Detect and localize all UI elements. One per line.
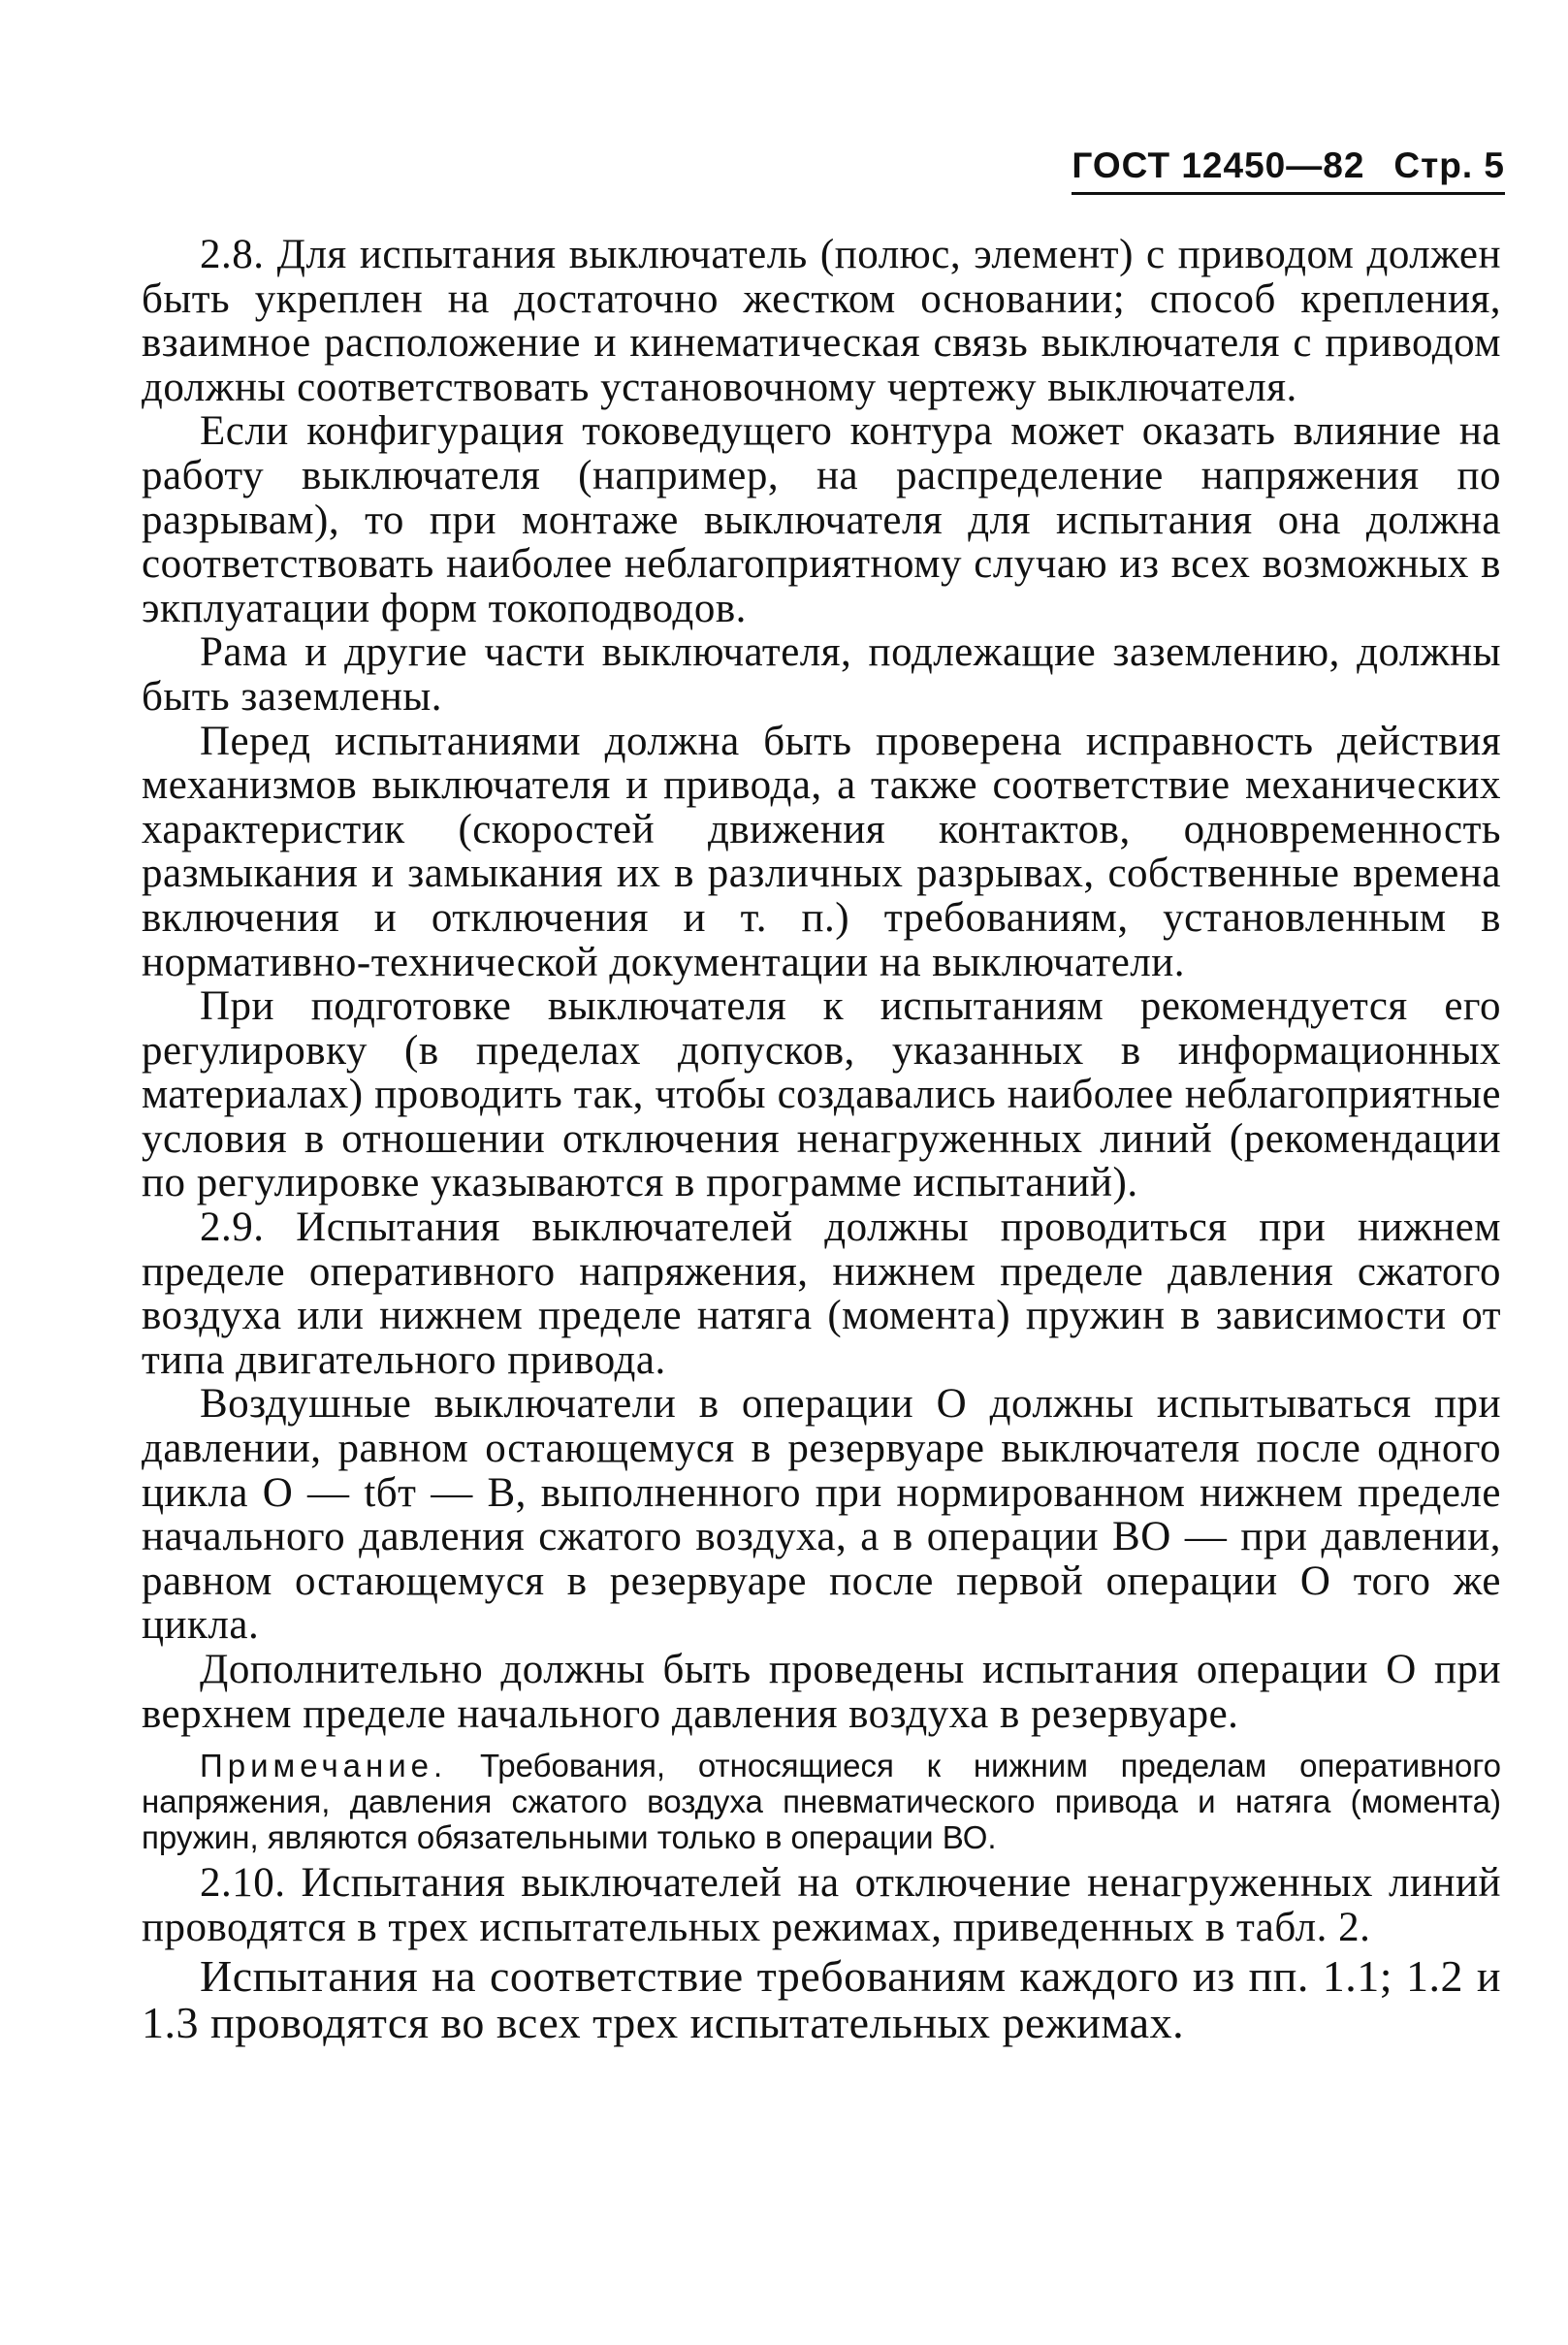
paragraph-2-8: 2.8. Для испытания выключатель (полюс, элемент) с приводом должен быть укреплен на достаточно жестком основании; способ крепления, взаимное расположение и кинематическая связь выключателя с приводом должны соответствовать установочному чертежу выключателя.	[142, 232, 1501, 410]
paragraph-mechanisms-check: Перед испытаниями должна быть проверена исправность действия механизмов выключателя и привода, а также соответствие механических характеристик (скоростей движения контактов, одновременность размыкания и замыкания их в различных разрывах, собственные времена включения и отключения и т. п.) требованиям, установленным в нормативно-технической документации на выключатели.	[142, 718, 1501, 985]
page-body	[142, 233, 1501, 2046]
paragraph-conformity: Испытания на соответствие требованиям каждого из пп. 1.1; 1.2 и 1.3 проводятся во всех трех испытательных режимах.	[142, 1951, 1501, 2048]
standard-number: ГОСТ 12450—82	[1072, 145, 1365, 185]
note-lead: Примечание.	[200, 1748, 448, 1784]
paragraph-contour: Если конфигурация токоведущего контура может оказать влияние на работу выключателя (например, на распределение напряжения по разрывам), то при монтаже выключателя для испытания она должна соответствовать наиболее неблагоприятному случаю из всех возможных в экплуатации форм токоподводов.	[142, 408, 1501, 631]
paragraph-additional-tests: Дополнительно должны быть проведены испытания операции О при верхнем пределе начального давления воздуха в резервуаре.	[142, 1647, 1501, 1737]
note	[142, 1748, 1501, 1855]
page-header	[1072, 145, 1505, 195]
paragraph-2-10: 2.10. Испытания выключателей на отключение ненагруженных линий проводятся в трех испытательных режимах, приведенных в табл. 2.	[142, 1860, 1501, 1950]
paragraph-grounding: Рама и другие части выключателя, подлежащие заземлению, должны быть заземлены.	[142, 629, 1501, 720]
paragraph-2-9: 2.9. Испытания выключателей должны проводиться при нижнем пределе оперативного напряжения, нижнем пределе давления сжатого воздуха или нижнем пределе натяга (момента) пружин в зависимости от типа двигательного привода.	[142, 1205, 1501, 1383]
paragraph-adjustment: При подготовке выключателя к испытаниям рекомендуется его регулировку (в пределах допусков, указанных в информационных материалах) проводить так, чтобы создавались наиболее неблагоприятные условия в отношении отключения ненагруженных линий (рекомендации по регулировке указываются в программе испытаний).	[142, 983, 1501, 1206]
paragraph-air-breakers: Воздушные выключатели в операции О должны испытываться при давлении, равном остающемуся в резервуаре выключателя после одного цикла О — tбт — В, выполненного при нормированном нижнем пределе начального давления сжатого воздуха, а в операции ВО — при давлении, равном остающемуся в резервуаре после первой операции О того же цикла.	[142, 1381, 1501, 1649]
page-number: Стр. 5	[1393, 145, 1505, 185]
note-text: Требования, относящиеся к нижним пределам оперативного напряжения, давления сжатого воздуха пневматического привода и натяга (момента) пружин, являются обязательными только в операции ВО.	[142, 1748, 1501, 1856]
